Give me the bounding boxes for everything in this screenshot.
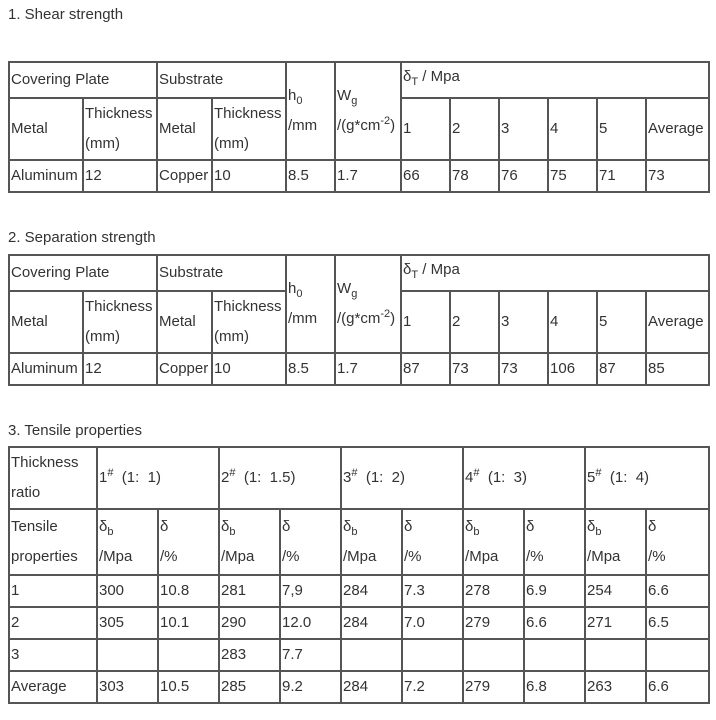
cell-value: 75: [548, 160, 597, 192]
header-group-5: 5# (1: 4): [585, 447, 709, 509]
cell-value: 278: [463, 575, 524, 607]
cell-value: 6.5: [646, 607, 709, 639]
cell-value: 76: [499, 160, 548, 192]
cell-value: 7.0: [402, 607, 463, 639]
cell-value: 106: [548, 353, 597, 385]
cell-value: 6.6: [524, 607, 585, 639]
section-title-tensile-properties: 3. Tensile properties: [8, 422, 142, 439]
header-cover-metal: Metal: [9, 98, 83, 160]
table-row: [9, 575, 709, 607]
header-sample-3: 3: [499, 98, 548, 160]
header-average: Average: [646, 291, 709, 353]
table-row: [9, 671, 709, 703]
header-thickness-ratio: Thickness ratio: [9, 447, 97, 509]
cell-value: [646, 639, 709, 671]
header-group-2: 2# (1: 1.5): [219, 447, 341, 509]
cell-value: [158, 639, 219, 671]
header-wg: $W_g$ $/(g*cm^{-2})$: [335, 62, 401, 160]
header-covering-plate: Covering Plate: [9, 255, 157, 291]
cell-value: 73: [450, 353, 499, 385]
cell-sub-thickness: 10: [212, 353, 286, 385]
cell-wg: 1.7: [335, 160, 401, 192]
cell-value: 6.8: [524, 671, 585, 703]
cell-value: 279: [463, 671, 524, 703]
cell-value: 284: [341, 671, 402, 703]
cell-value: 271: [585, 607, 646, 639]
section-title-shear-strength: 1. Shear strength: [8, 6, 124, 23]
cell-cover-metal: Aluminum: [9, 160, 83, 192]
cell-value: [463, 639, 524, 671]
cell-value: 87: [597, 353, 646, 385]
cell-cover-thickness: 12: [83, 353, 157, 385]
header-delta: δ /%: [402, 509, 463, 575]
header-h0: $h_0$ /mm: [286, 62, 335, 160]
cell-value: 87: [401, 353, 450, 385]
header-delta: δ /%: [280, 509, 341, 575]
cell-value: 284: [341, 575, 402, 607]
cell-value: 279: [463, 607, 524, 639]
cell-value: 6.6: [646, 671, 709, 703]
cell-value: 6.9: [524, 575, 585, 607]
header-sample-5: 5: [597, 291, 646, 353]
header-sample-5: 5: [597, 98, 646, 160]
header-tensile-properties: Tensile properties: [9, 509, 97, 575]
cell-value: 305: [97, 607, 158, 639]
header-sample-4: 4: [548, 98, 597, 160]
header-delta: δ /%: [158, 509, 219, 575]
cell-sub-thickness: 10: [212, 160, 286, 192]
cell-value: [524, 639, 585, 671]
header-substrate: Substrate: [157, 62, 286, 98]
cell-value: 10.8: [158, 575, 219, 607]
cell-value: 300: [97, 575, 158, 607]
tensile-properties-table: [8, 446, 710, 704]
table-row: [9, 639, 709, 671]
header-delta-b: $\delta_b$ /Mpa: [219, 509, 280, 575]
cell-cover-thickness: 12: [83, 160, 157, 192]
cell-sub-metal: Copper: [157, 353, 212, 385]
header-sub-metal: Metal: [157, 291, 212, 353]
cell-value: 283: [219, 639, 280, 671]
header-delta-b: $\delta_b$ /Mpa: [97, 509, 158, 575]
cell-value: 73: [499, 353, 548, 385]
header-sample-4: 4: [548, 291, 597, 353]
row-label: Average: [9, 671, 97, 703]
cell-value: 12.0: [280, 607, 341, 639]
cell-average: 73: [646, 160, 709, 192]
cell-value: 10.5: [158, 671, 219, 703]
cell-value: 281: [219, 575, 280, 607]
separation-strength-table: [8, 254, 710, 386]
cell-value: 254: [585, 575, 646, 607]
header-sample-1: 1: [401, 98, 450, 160]
header-sub-metal: Metal: [157, 98, 212, 160]
header-substrate: Substrate: [157, 255, 286, 291]
cell-value: 71: [597, 160, 646, 192]
cell-h0: 8.5: [286, 160, 335, 192]
row-label: 2: [9, 607, 97, 639]
header-sample-1: 1: [401, 291, 450, 353]
cell-value: [585, 639, 646, 671]
cell-value: 66: [401, 160, 450, 192]
row-label: 1: [9, 575, 97, 607]
header-delta-b: $\delta_b$ /Mpa: [341, 509, 402, 575]
header-sub-thickness: Thickness (mm): [212, 98, 286, 160]
header-delta-t: $\delta_T$ / Mpa: [401, 255, 709, 291]
cell-value: 7.3: [402, 575, 463, 607]
cell-value: 263: [585, 671, 646, 703]
cell-average: 85: [646, 353, 709, 385]
cell-value: 78: [450, 160, 499, 192]
header-cover-metal: Metal: [9, 291, 83, 353]
header-sample-3: 3: [499, 291, 548, 353]
table-row: [9, 160, 709, 192]
cell-value: 10.1: [158, 607, 219, 639]
cell-h0: 8.5: [286, 353, 335, 385]
cell-value: 7.2: [402, 671, 463, 703]
row-label: 3: [9, 639, 97, 671]
cell-value: [97, 639, 158, 671]
cell-value: 290: [219, 607, 280, 639]
cell-sub-metal: Copper: [157, 160, 212, 192]
header-cover-thickness: Thickness (mm): [83, 291, 157, 353]
header-delta: δ /%: [524, 509, 585, 575]
header-h0: $h_0$ /mm: [286, 255, 335, 353]
header-delta-b: $\delta_b$ /Mpa: [585, 509, 646, 575]
section-title-separation-strength: 2. Separation strength: [8, 229, 156, 246]
header-delta-b: $\delta_b$ /Mpa: [463, 509, 524, 575]
header-group-1: 1# (1: 1): [97, 447, 219, 509]
header-covering-plate: Covering Plate: [9, 62, 157, 98]
header-group-4: 4# (1: 3): [463, 447, 585, 509]
header-sample-2: 2: [450, 98, 499, 160]
header-sub-thickness: Thickness (mm): [212, 291, 286, 353]
header-wg: $W_g$ $/(g*cm^{-2})$: [335, 255, 401, 353]
shear-strength-table: [8, 61, 710, 193]
header-average: Average: [646, 98, 709, 160]
cell-value: [341, 639, 402, 671]
cell-value: 9.2: [280, 671, 341, 703]
header-sample-2: 2: [450, 291, 499, 353]
cell-wg: 1.7: [335, 353, 401, 385]
cell-value: [402, 639, 463, 671]
cell-value: 6.6: [646, 575, 709, 607]
cell-value: 7.7: [280, 639, 341, 671]
cell-value: 285: [219, 671, 280, 703]
header-cover-thickness: Thickness (mm): [83, 98, 157, 160]
cell-value: 303: [97, 671, 158, 703]
cell-value: 7,9: [280, 575, 341, 607]
cell-cover-metal: Aluminum: [9, 353, 83, 385]
header-group-3: 3# (1: 2): [341, 447, 463, 509]
cell-value: 284: [341, 607, 402, 639]
table-row: [9, 607, 709, 639]
table-row: [9, 353, 709, 385]
header-delta: δ /%: [646, 509, 709, 575]
header-delta-t: $\delta_T$ / Mpa: [401, 62, 709, 98]
